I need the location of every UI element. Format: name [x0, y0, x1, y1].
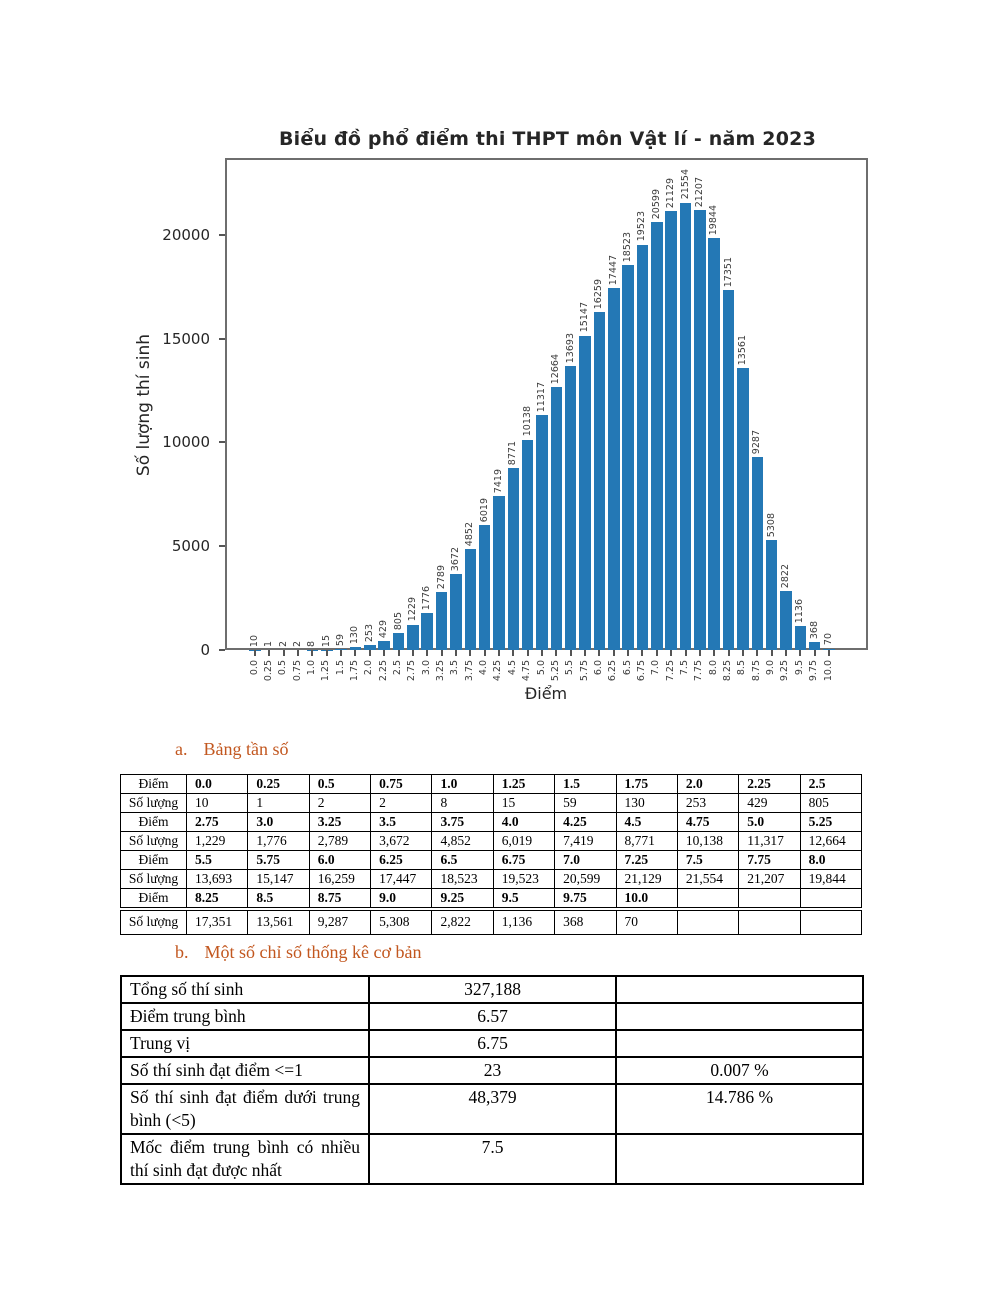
x-tick-mark — [297, 650, 299, 656]
score-cell: 0.75 — [371, 775, 432, 794]
y-tick-label: 10000 — [162, 433, 210, 452]
count-cell — [800, 909, 861, 934]
x-tick-label: 5.0 — [535, 660, 547, 676]
count-cell: 70 — [616, 909, 677, 934]
x-tick-label: 6.0 — [592, 660, 604, 676]
bar-value-label: 21554 — [679, 169, 691, 200]
y-tick-label: 20000 — [162, 225, 210, 244]
x-tick-label: 3.75 — [463, 660, 475, 682]
count-cell: 12,664 — [800, 832, 861, 851]
x-tick-label: 7.5 — [679, 660, 690, 676]
section-a-marker: a. — [175, 739, 188, 759]
score-cell: 7.75 — [739, 851, 800, 870]
x-tick-mark — [555, 650, 557, 656]
x-tick-mark — [398, 650, 400, 656]
bar-4.25 — [493, 496, 505, 650]
x-tick-mark — [268, 650, 270, 656]
bar-value-label: 21129 — [665, 178, 677, 209]
bar-7.75 — [694, 210, 706, 650]
x-tick-mark — [656, 650, 658, 656]
chart-title: Biểu đồ phổ điểm thi THPT môn Vật lí - năm 2023 — [279, 128, 816, 150]
score-cell: 1.5 — [555, 775, 616, 794]
bar-value-label: 13561 — [736, 335, 748, 366]
x-tick-label: 7.0 — [650, 660, 662, 676]
count-row-label: Số lượng — [121, 870, 187, 889]
bar-value-label: 16259 — [593, 279, 605, 310]
y-tick-label: 15000 — [162, 329, 210, 348]
plot-area — [225, 158, 868, 682]
bar-value-label: 17351 — [722, 256, 734, 287]
bar-3.25 — [436, 592, 448, 650]
bar-value-label: 8 — [306, 640, 318, 647]
x-tick-mark — [570, 650, 572, 656]
x-tick-label: 5.25 — [549, 660, 561, 682]
x-tick-mark — [641, 650, 643, 656]
x-tick-mark — [771, 650, 773, 656]
bar-7.5 — [680, 203, 692, 650]
x-tick-mark — [598, 650, 600, 656]
count-cell: 8 — [432, 794, 493, 813]
x-tick-label: 7.25 — [664, 660, 676, 682]
score-cell: 5.25 — [800, 813, 861, 832]
count-cell: 13,693 — [187, 870, 248, 889]
x-tick-label: 9.75 — [808, 660, 820, 682]
x-tick-label: 8.25 — [722, 660, 734, 682]
bar-7.25 — [665, 211, 677, 650]
bar-6.5 — [622, 265, 634, 650]
x-tick-label: 3.25 — [435, 660, 447, 682]
score-cell: 9.0 — [371, 889, 432, 910]
x-tick-mark — [799, 650, 801, 656]
bar-value-label: 1136 — [794, 599, 806, 624]
x-tick-mark — [254, 650, 256, 656]
score-cell: 6.75 — [493, 851, 554, 870]
x-tick-label: 0.75 — [291, 660, 303, 682]
x-tick-mark — [613, 650, 615, 656]
bar-value-label: 253 — [363, 623, 375, 642]
bar-6.0 — [594, 312, 606, 650]
bar-8.5 — [737, 368, 749, 650]
stat-value: 6.57 — [369, 1003, 616, 1030]
bar-9.25 — [780, 591, 792, 650]
bar-6.25 — [608, 288, 620, 650]
count-cell: 18,523 — [432, 870, 493, 889]
score-cell: 5.75 — [248, 851, 309, 870]
score-cell: 5.5 — [187, 851, 248, 870]
x-tick-mark — [383, 650, 385, 656]
bar-value-label: 17447 — [607, 254, 619, 285]
x-tick-label: 6.75 — [635, 660, 647, 682]
x-tick-mark — [541, 650, 543, 656]
bar-3.5 — [450, 574, 462, 650]
x-tick-mark — [685, 650, 687, 656]
score-cell: 0.5 — [309, 775, 370, 794]
x-tick-mark — [828, 650, 830, 656]
x-tick-label: 8.5 — [736, 660, 748, 676]
x-tick-label: 6.5 — [621, 660, 633, 676]
score-row — [121, 775, 862, 794]
bar-value-label: 9287 — [751, 430, 763, 455]
bar-value-label: 15147 — [579, 302, 591, 333]
bar-8.75 — [752, 457, 764, 650]
count-row — [121, 832, 862, 851]
bar-value-label: 15 — [320, 634, 332, 647]
score-cell: 6.0 — [309, 851, 370, 870]
score-cell: 10.0 — [616, 889, 677, 910]
stat-row — [121, 1003, 863, 1030]
count-cell: 17,351 — [187, 909, 248, 934]
bar-value-label: 70 — [823, 633, 834, 646]
count-cell: 11,317 — [739, 832, 800, 851]
count-cell: 2 — [309, 794, 370, 813]
score-cell — [739, 889, 800, 910]
bar-value-label: 1 — [263, 640, 275, 647]
stat-value: 23 — [369, 1057, 616, 1084]
score-cell: 9.5 — [493, 889, 554, 910]
bar-value-label: 19523 — [636, 211, 648, 242]
x-tick-label: 4.75 — [521, 660, 533, 682]
count-cell: 2 — [371, 794, 432, 813]
y-tick-label: 5000 — [171, 537, 210, 556]
section-b-heading — [175, 942, 422, 963]
stat-percent — [616, 976, 863, 1003]
count-cell: 5,308 — [371, 909, 432, 934]
score-cell: 2.0 — [677, 775, 738, 794]
score-cell: 2.25 — [739, 775, 800, 794]
count-cell — [677, 909, 738, 934]
bar-value-label: 6019 — [478, 497, 490, 523]
x-tick-mark — [728, 650, 730, 656]
bar-5.75 — [579, 336, 591, 650]
bar-2.5 — [393, 633, 405, 650]
stat-value: 7.5 — [369, 1134, 616, 1184]
x-tick-mark — [283, 650, 285, 656]
count-row — [121, 794, 862, 813]
bar-value-label: 2789 — [435, 564, 447, 590]
x-tick-mark — [498, 650, 500, 656]
bar-9.75 — [809, 642, 821, 650]
bar-2.75 — [407, 625, 419, 651]
count-cell: 1,229 — [187, 832, 248, 851]
x-tick-mark — [527, 650, 529, 656]
bar-5.5 — [565, 366, 577, 650]
stat-label: Số thí sinh đạt điểm <=1 — [121, 1057, 369, 1084]
count-cell: 8,771 — [616, 832, 677, 851]
score-cell: 3.75 — [432, 813, 493, 832]
count-cell: 7,419 — [555, 832, 616, 851]
count-row — [121, 909, 862, 934]
bar-value-label: 5308 — [765, 512, 777, 537]
bar-value-label: 2822 — [779, 564, 791, 589]
stat-row — [121, 1057, 863, 1084]
x-tick-mark — [369, 650, 371, 656]
bar-5.0 — [536, 415, 548, 650]
score-cell: 8.75 — [309, 889, 370, 910]
x-tick-mark — [670, 650, 672, 656]
score-cell: 8.0 — [800, 851, 861, 870]
stat-percent — [616, 1134, 863, 1184]
stat-row — [121, 1030, 863, 1057]
count-cell: 1 — [248, 794, 309, 813]
count-cell: 3,672 — [371, 832, 432, 851]
x-tick-mark — [455, 650, 457, 656]
x-tick-label: 3.0 — [420, 660, 432, 676]
count-cell: 10 — [187, 794, 248, 813]
x-tick-mark — [584, 650, 586, 656]
x-tick-label: 8.75 — [750, 660, 762, 682]
bar-4.75 — [522, 440, 534, 650]
bar-value-label: 13693 — [564, 332, 576, 363]
x-tick-label: 0.0 — [248, 660, 260, 676]
score-cell: 3.0 — [248, 813, 309, 832]
bar-9.5 — [795, 626, 807, 650]
stat-percent: 0.007 % — [616, 1057, 863, 1084]
x-tick-label: 5.5 — [564, 660, 576, 676]
x-tick-mark — [742, 650, 744, 656]
bar-4.5 — [508, 468, 520, 650]
x-tick-label: 2.75 — [406, 660, 418, 682]
score-cell: 6.25 — [371, 851, 432, 870]
bar-value-label: 4852 — [464, 522, 476, 547]
section-a-heading — [175, 739, 289, 760]
bar-8.0 — [708, 238, 720, 650]
bar-value-label: 8771 — [507, 440, 519, 465]
score-cell: 0.25 — [248, 775, 309, 794]
stat-percent — [616, 1030, 863, 1057]
x-tick-mark — [699, 650, 701, 656]
x-tick-label: 1.75 — [348, 660, 360, 682]
x-tick-label: 4.5 — [506, 660, 518, 676]
x-tick-mark — [469, 650, 471, 656]
x-tick-label: 0.25 — [262, 660, 274, 682]
bar-2.25 — [378, 641, 390, 650]
count-cell: 21,129 — [616, 870, 677, 889]
x-tick-mark — [441, 650, 443, 656]
score-cell: 7.25 — [616, 851, 677, 870]
score-cell: 6.5 — [432, 851, 493, 870]
y-tick-label: 0 — [200, 641, 210, 659]
x-tick-mark — [756, 650, 758, 656]
x-tick-label: 0.5 — [277, 660, 289, 676]
x-tick-label: 2.25 — [377, 660, 389, 682]
score-cell: 4.0 — [493, 813, 554, 832]
x-axis-title: Điểm — [524, 684, 568, 703]
bar-value-label: 805 — [392, 612, 404, 631]
x-tick-mark — [512, 650, 514, 656]
x-tick-mark — [412, 650, 414, 656]
score-cell: 8.5 — [248, 889, 309, 910]
x-tick-mark — [311, 650, 313, 656]
x-tick-mark — [713, 650, 715, 656]
bar-6.75 — [637, 245, 649, 650]
section-a-title: Bảng tần số — [203, 739, 289, 759]
x-tick-label: 6.25 — [607, 660, 619, 682]
statistics-table — [120, 975, 864, 1185]
x-tick-label: 9.5 — [793, 660, 805, 676]
count-row-label: Số lượng — [121, 909, 187, 934]
x-tick-mark — [484, 650, 486, 656]
score-cell: 3.25 — [309, 813, 370, 832]
count-cell: 9,287 — [309, 909, 370, 934]
count-cell: 2,822 — [432, 909, 493, 934]
count-cell: 13,561 — [248, 909, 309, 934]
score-cell: 4.25 — [555, 813, 616, 832]
x-tick-label: 2.5 — [392, 660, 403, 676]
x-tick-mark — [354, 650, 356, 656]
count-cell: 1,776 — [248, 832, 309, 851]
score-cell: 9.25 — [432, 889, 493, 910]
count-cell: 19,844 — [800, 870, 861, 889]
stat-percent: 14.786 % — [616, 1084, 863, 1134]
x-tick-label: 4.25 — [492, 660, 504, 682]
bar-3.0 — [421, 613, 433, 650]
bar-3.75 — [465, 549, 477, 650]
bar-value-label: 429 — [378, 619, 390, 639]
bar-8.25 — [723, 290, 735, 650]
x-tick-label: 1.5 — [334, 660, 346, 676]
bar-value-label: 2 — [292, 640, 304, 647]
score-cell: 7.0 — [555, 851, 616, 870]
count-cell: 10,138 — [677, 832, 738, 851]
score-row-label: Điểm — [121, 813, 187, 832]
count-cell: 4,852 — [432, 832, 493, 851]
section-b-marker: b. — [175, 942, 189, 962]
x-tick-label: 9.0 — [765, 660, 777, 676]
bar-value-label: 10138 — [521, 406, 533, 437]
bar-value-label: 10 — [249, 634, 260, 647]
x-tick-label: 10.0 — [822, 660, 834, 682]
x-tick-mark — [426, 650, 428, 656]
x-tick-label: 1.0 — [305, 660, 317, 676]
stat-value: 6.75 — [369, 1030, 616, 1057]
count-cell: 805 — [800, 794, 861, 813]
stat-label: Điểm trung bình — [121, 1003, 369, 1030]
stat-value: 48,379 — [369, 1084, 616, 1134]
count-cell: 2,789 — [309, 832, 370, 851]
stat-label: Số thí sinh đạt điểm dưới trung bình (<5) — [121, 1084, 369, 1134]
score-cell: 4.5 — [616, 813, 677, 832]
count-cell: 17,447 — [371, 870, 432, 889]
stat-row — [121, 1084, 863, 1134]
count-cell: 16,259 — [309, 870, 370, 889]
score-cell: 9.75 — [555, 889, 616, 910]
score-cell: 3.5 — [371, 813, 432, 832]
score-cell: 7.5 — [677, 851, 738, 870]
stat-label: Mốc điểm trung bình có nhiều thí sinh đạt được nhất — [121, 1134, 369, 1184]
count-cell: 368 — [555, 909, 616, 934]
x-tick-label: 7.75 — [693, 660, 705, 682]
score-row — [121, 813, 862, 832]
bar-value-label: 18523 — [622, 232, 634, 263]
section-b-title: Một số chỉ số thống kê cơ bản — [204, 942, 422, 962]
x-tick-mark — [814, 650, 816, 656]
count-cell: 21,207 — [739, 870, 800, 889]
score-row-label: Điểm — [121, 851, 187, 870]
count-cell: 59 — [555, 794, 616, 813]
count-cell: 429 — [739, 794, 800, 813]
x-tick-mark — [627, 650, 629, 656]
score-row — [121, 889, 862, 910]
score-cell — [677, 889, 738, 910]
x-tick-label: 2.0 — [363, 660, 375, 676]
bar-value-label: 1776 — [421, 585, 433, 611]
bar-value-label: 3672 — [449, 546, 461, 571]
score-cell: 1.0 — [432, 775, 493, 794]
bar-value-label: 20599 — [650, 189, 662, 220]
count-cell: 6,019 — [493, 832, 554, 851]
score-cell: 2.75 — [187, 813, 248, 832]
score-cell: 2.5 — [800, 775, 861, 794]
count-row-label: Số lượng — [121, 832, 187, 851]
bar-value-label: 130 — [349, 626, 361, 645]
x-tick-mark — [785, 650, 787, 656]
stat-label: Trung vị — [121, 1030, 369, 1057]
count-cell: 19,523 — [493, 870, 554, 889]
count-row — [121, 870, 862, 889]
x-tick-label: 3.5 — [449, 660, 461, 676]
bar-value-label: 21207 — [693, 176, 705, 207]
bar-value-label: 11317 — [536, 381, 547, 413]
bar-5.25 — [551, 387, 563, 650]
y-axis-title: Số lượng thí sinh — [134, 333, 154, 477]
score-cell: 8.25 — [187, 889, 248, 910]
x-tick-mark — [326, 650, 328, 656]
bar-7.0 — [651, 222, 663, 650]
score-row-label: Điểm — [121, 775, 187, 794]
stat-value: 327,188 — [369, 976, 616, 1003]
count-cell: 21,554 — [677, 870, 738, 889]
x-tick-label: 1.25 — [320, 660, 332, 682]
score-row — [121, 851, 862, 870]
bar-value-label: 7419 — [492, 468, 504, 493]
score-cell: 0.0 — [187, 775, 248, 794]
x-tick-label: 9.25 — [779, 660, 791, 682]
x-tick-mark — [340, 650, 342, 656]
count-cell — [739, 909, 800, 934]
frequency-table — [120, 774, 862, 935]
score-cell: 1.25 — [493, 775, 554, 794]
stat-row — [121, 976, 863, 1003]
bar-value-label: 2 — [277, 640, 289, 647]
bar-4.0 — [479, 525, 491, 650]
count-cell: 130 — [616, 794, 677, 813]
score-cell: 4.75 — [677, 813, 738, 832]
bar-value-label: 59 — [335, 633, 347, 646]
count-cell: 1,136 — [493, 909, 554, 934]
count-row-label: Số lượng — [121, 794, 187, 813]
bar-value-label: 368 — [808, 621, 820, 640]
count-cell: 253 — [677, 794, 738, 813]
score-cell: 1.75 — [616, 775, 677, 794]
x-tick-label: 4.0 — [478, 660, 490, 676]
stat-percent — [616, 1003, 863, 1030]
x-tick-label: 5.75 — [578, 660, 590, 682]
count-cell: 15 — [493, 794, 554, 813]
count-cell: 20,599 — [555, 870, 616, 889]
score-cell — [800, 889, 861, 910]
bar-value-label: 12664 — [550, 353, 562, 385]
stat-label: Tổng số thí sinh — [121, 976, 369, 1003]
count-cell: 15,147 — [248, 870, 309, 889]
score-row-label: Điểm — [121, 889, 187, 910]
score-cell: 5.0 — [739, 813, 800, 832]
stat-row — [121, 1134, 863, 1184]
bar-9.0 — [766, 540, 778, 650]
bar-value-label: 1229 — [406, 597, 418, 622]
x-tick-label: 8.0 — [707, 660, 719, 676]
bar-value-label: 19844 — [708, 204, 720, 236]
